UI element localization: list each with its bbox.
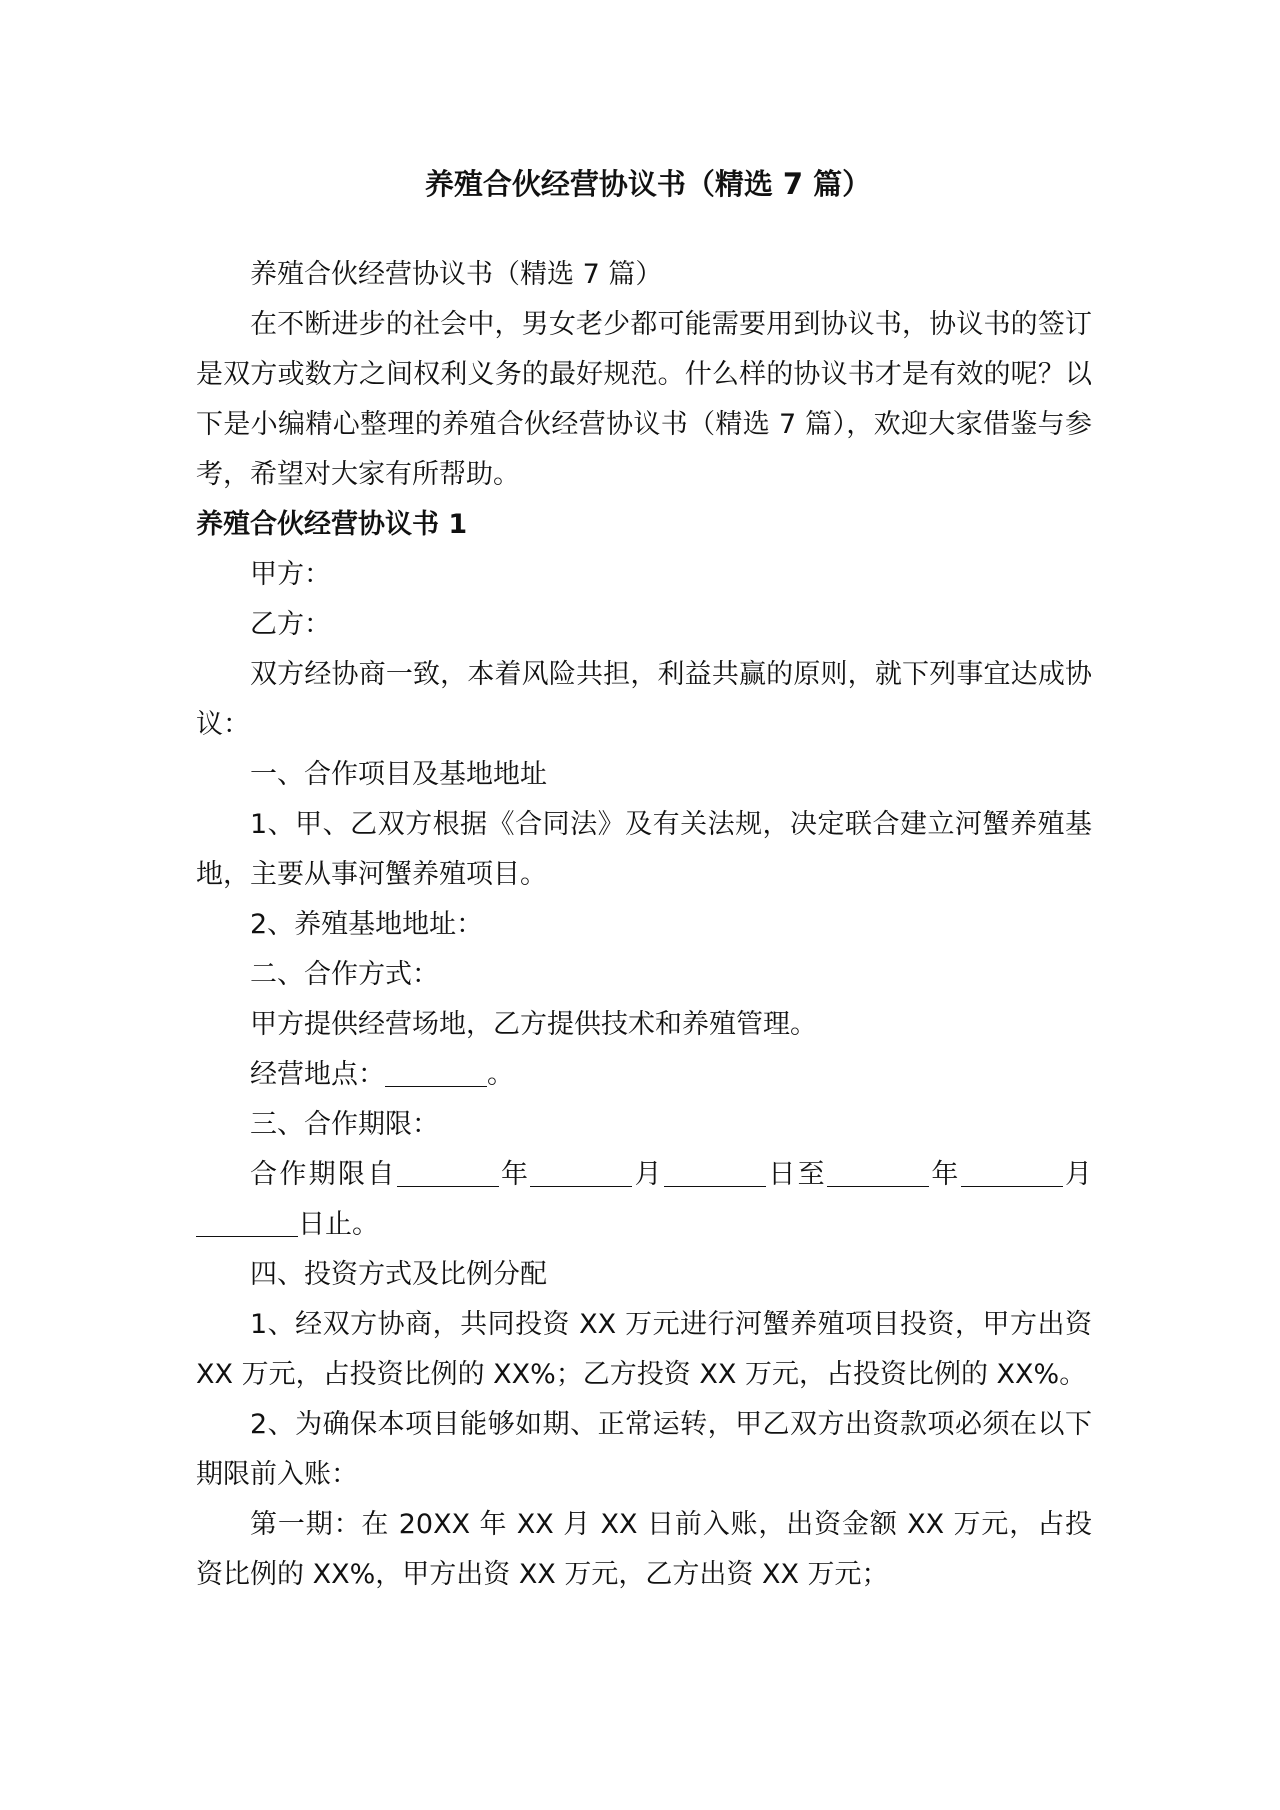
preamble-paragraph: 双方经协商一致，本着风险共担，利益共赢的原则，就下列事宜达成协议：: [196, 659, 1092, 740]
term-from: 合作期限自: [250, 1159, 397, 1190]
term-year-2: 年: [929, 1159, 961, 1190]
intro-paragraph: 在不断进步的社会中，男女老少都可能需要用到协议书，协议书的签订是双方或数方之间权利义务的最好规范。什么样的协议书才是有效的呢？以下是小编精心整理的养殖合伙经营协议书（精选 7 篇），欢迎大家借鉴与参考，希望对大家有所帮助。: [196, 309, 1092, 490]
document-title: 养殖合伙经营协议书（精选 7 篇）: [424, 167, 872, 201]
clause-4-title: 四、投资方式及比例分配: [250, 1259, 547, 1290]
term-blank-end-year: [827, 1159, 929, 1187]
term-end: 日止。: [298, 1209, 379, 1240]
term-blank-end-month: [961, 1159, 1063, 1187]
term-line: [196, 1150, 1092, 1250]
clause-4-item-1: 1、经双方协商，共同投资 XX 万元进行河蟹养殖项目投资，甲方出资 XX 万元，占投资比例的 XX%；乙方投资 XX 万元，占投资比例的 XX%。: [196, 1309, 1092, 1390]
clause-2-title: 二、合作方式：: [250, 959, 439, 990]
location-blank: [385, 1059, 487, 1087]
clause-1-item-2: 2、养殖基地地址：: [250, 909, 484, 940]
term-day-to: 日至: [766, 1159, 828, 1190]
term-blank-end-day: [196, 1209, 298, 1237]
party-a-line: 甲方：: [250, 559, 331, 590]
clause-4-item-2: 2、为确保本项目能够如期、正常运转，甲乙双方出资款项必须在以下期限前入账：: [196, 1409, 1092, 1490]
term-blank-start-day: [664, 1159, 766, 1187]
clause-3-title: 三、合作期限：: [250, 1109, 439, 1140]
term-blank-start-month: [530, 1159, 632, 1187]
intro-title: 养殖合伙经营协议书（精选 7 篇）: [250, 259, 663, 290]
section-heading: 养殖合伙经营协议书 1: [196, 509, 468, 540]
term-month-2: 月: [1062, 1159, 1093, 1190]
location-label: 经营地点：: [250, 1059, 385, 1090]
location-line: [196, 1050, 1092, 1100]
clause-1-item-1: 1、甲、乙双方根据《合同法》及有关法规，决定联合建立河蟹养殖基地，主要从事河蟹养殖项目。: [196, 809, 1092, 890]
party-b-line: 乙方：: [250, 609, 331, 640]
clause-2-text: 甲方提供经营场地，乙方提供技术和养殖管理。: [250, 1009, 817, 1040]
term-month: 月: [632, 1159, 665, 1190]
clause-1-title: 一、合作项目及基地地址: [250, 759, 547, 790]
location-end: 。: [487, 1059, 514, 1090]
term-blank-start-year: [397, 1159, 499, 1187]
phase-1-paragraph: 第一期：在 20XX 年 XX 月 XX 日前入账，出资金额 XX 万元，占投资比例的 XX%，甲方出资 XX 万元，乙方出资 XX 万元；: [196, 1509, 1092, 1590]
term-year: 年: [498, 1159, 531, 1190]
